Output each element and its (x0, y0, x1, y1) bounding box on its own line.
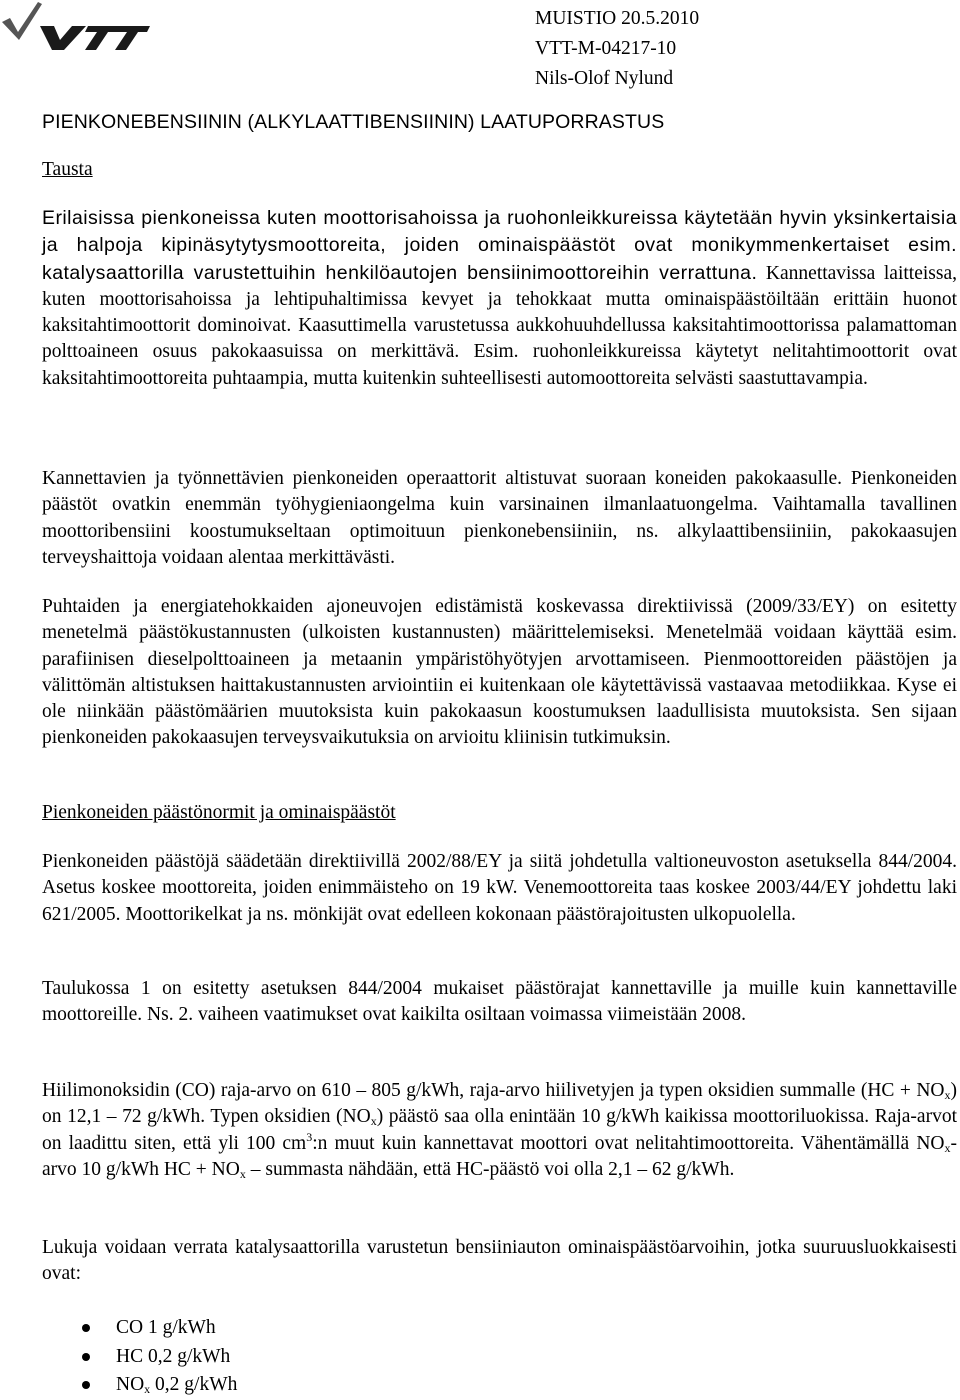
vtt-logo-icon (0, 0, 160, 60)
list-item-co: CO 1 g/kWh (116, 1317, 216, 1338)
limit-text-4: :n muut kuin kannettavat moottori ovat nelitahtimoottoreita. Vähentämällä NO (312, 1132, 945, 1154)
paragraph-background-body: Kannettavissa laitteissa, kuten moottorisahoissa ja lehtipuhaltimissa kevyet ja tehokkaat mutta ominaispäästöiltään erittäin huonot kaksitahtimoottorit dominoivat. Kaasuttimella varustetussa aukkohuuhdellussa kaksitahtimoottorissa palamattoman polttoaineen osuus pakokaasuissa on merkittävä. Esim. ruohonleikkureissa käytetyt nelitahtimoottorit ovat kaksitahtimoottoreita puhtaampia, mutta kuitenkin suhteellisesti automoottoreita selvästi saastuttavampia. (42, 262, 957, 389)
paragraph-regulation: Pienkoneiden päästöjä säädetään direktiivillä 2002/88/EY ja siitä johdetulla valtioneuvoston asetuksella 844/2004. Asetus koskee moottoreita, joiden enimmäisteho on 19 kW. Venemoottoreita taas koskee 2003/44/EY johdettu laki 621/2005. Moottorikelkat ja ns. mönkijät ovat edelleen kokonaan päästörajoitusten ulkopuolella. (42, 851, 957, 925)
paragraph-table-reference: Taulukossa 1 on esitetty asetuksen 844/2004 mukaiset päästörajat kannettaville ja muille kuin kannettaville moottoreille. Ns. 2. vaiheen vaatimukset ovat kaikilta osiltaan voimassa viimeistään 2008. (42, 978, 957, 1026)
document-id: VTT-M-04217-10 (535, 38, 677, 59)
svg-text:VTT: VTT (0, 0, 2, 1)
section-heading-emission-norms: Pienkoneiden päästönormit ja ominaispäästöt (42, 802, 396, 823)
list-item-nox: NO (116, 1374, 145, 1395)
memo-date: MUISTIO 20.5.2010 (535, 8, 700, 29)
limit-text-2: ) on 12,1 – 72 g/kWh. Typen oksidien (NO (42, 1080, 957, 1128)
paragraph-directive: Puhtaiden ja energiatehokkaiden ajoneuvojen edistämistä koskevassa direktiivissä (2009/33/EY) on esitetty menetelmä päästökustannusten (ulkoisten kustannusten) määrittelemiseksi. Menetelmää voidaan käyttää esim. parafiinisen dieselpolttoaineen ja metaanin ympäristöhyötyjen arvottamiseen. Pienmoottoreiden päästöjen ja välittömän altistuksen haittakustannusten arviointiin ei kuitenkaan ole käytettävissä vastaavaa metodiikkaa. Kyse ei ole niinkään päästömäärien muutoksista kuin pakokaasun koostumuksen laadullisista muutoksista. Sen sijaan pienkoneiden pakokaasujen terveysvaikutuksia on arvioitu kliinisin tutkimuksin. (42, 596, 957, 749)
paragraph-operators: Kannettavien ja työnnettävien pienkoneiden operaattorit altistuvat suoraan koneiden pakokaasulle. Pienkoneiden päästöt ovatkin enemmän työhygieniaongelma kuin varsinainen ilmanlaatuongelma. Vaihtamalla tavallinen moottoribensiini koostumukseltaan optimoituun pienkonebensiiniin, ns. alkylaattibensiiniin, pakokaasujen terveyshaittoja voidaan alentaa merkittävästi. (42, 468, 957, 568)
limit-text-3: ) päästö saa olla enintään 10 g/kWh kaikissa moottoriluokissa. Raja-arvot on laadittu siten, että yli 100 cm (42, 1106, 957, 1154)
subscript-x: x (944, 1088, 951, 1102)
memo-header (535, 4, 699, 94)
superscript-3: 3 (306, 1129, 313, 1144)
author-name: Nils-Olof Nylund (535, 68, 674, 89)
list-item-hc: HC 0,2 g/kWh (116, 1345, 231, 1367)
paragraph-comparison: Lukuja voidaan verrata katalysaattorilla varustetun bensiiniauton ominaispäästöarvoihin, jotka suuruusluokkaisesti ovat: (42, 1237, 957, 1285)
paragraph-background (42, 205, 957, 392)
subscript-x: x (370, 1114, 377, 1129)
limit-text-6: – summasta nähdään, että HC-päästö voi olla 2,1 – 62 g/kWh. (245, 1158, 735, 1180)
subscript-x: x (239, 1166, 246, 1181)
limit-text-1: Hiilimonoksidin (CO) raja-arvo on 610 – 805 g/kWh, raja-arvo hiilivetyjen ja typen oksidien summalle (HC + NO (42, 1080, 945, 1101)
vtt-logo (0, 0, 160, 60)
list-item-nox-value: 0,2 g/kWh (150, 1374, 238, 1395)
subscript-x: x (944, 1140, 951, 1155)
subscript-x: x (144, 1382, 151, 1396)
list-item (42, 1343, 237, 1372)
limit-text-5: -arvo 10 g/kWh HC + NO (42, 1132, 957, 1180)
list-item (42, 1314, 237, 1343)
list-item (42, 1371, 237, 1400)
page-title: PIENKONEBENSIININ (ALKYLAATTIBENSIININ) LAATUPORRASTUS (42, 111, 665, 133)
paragraph-limit-values (42, 1078, 957, 1183)
emission-list (42, 1314, 237, 1400)
paragraph-background-intro: Erilaisissa pienkoneissa kuten moottorisahoissa ja ruohonleikkureissa käytetään hyvin yksinkertaisia ja halpoja kipinäsytytysmoottoreita, joiden ominaispäästöt ovat monikymmenkertaiset esim. katalysaattorilla varustettuihin henkilöautojen bensiinimoottoreihin verrattuna. (42, 207, 957, 284)
section-heading-tausta: Tausta (42, 159, 93, 180)
